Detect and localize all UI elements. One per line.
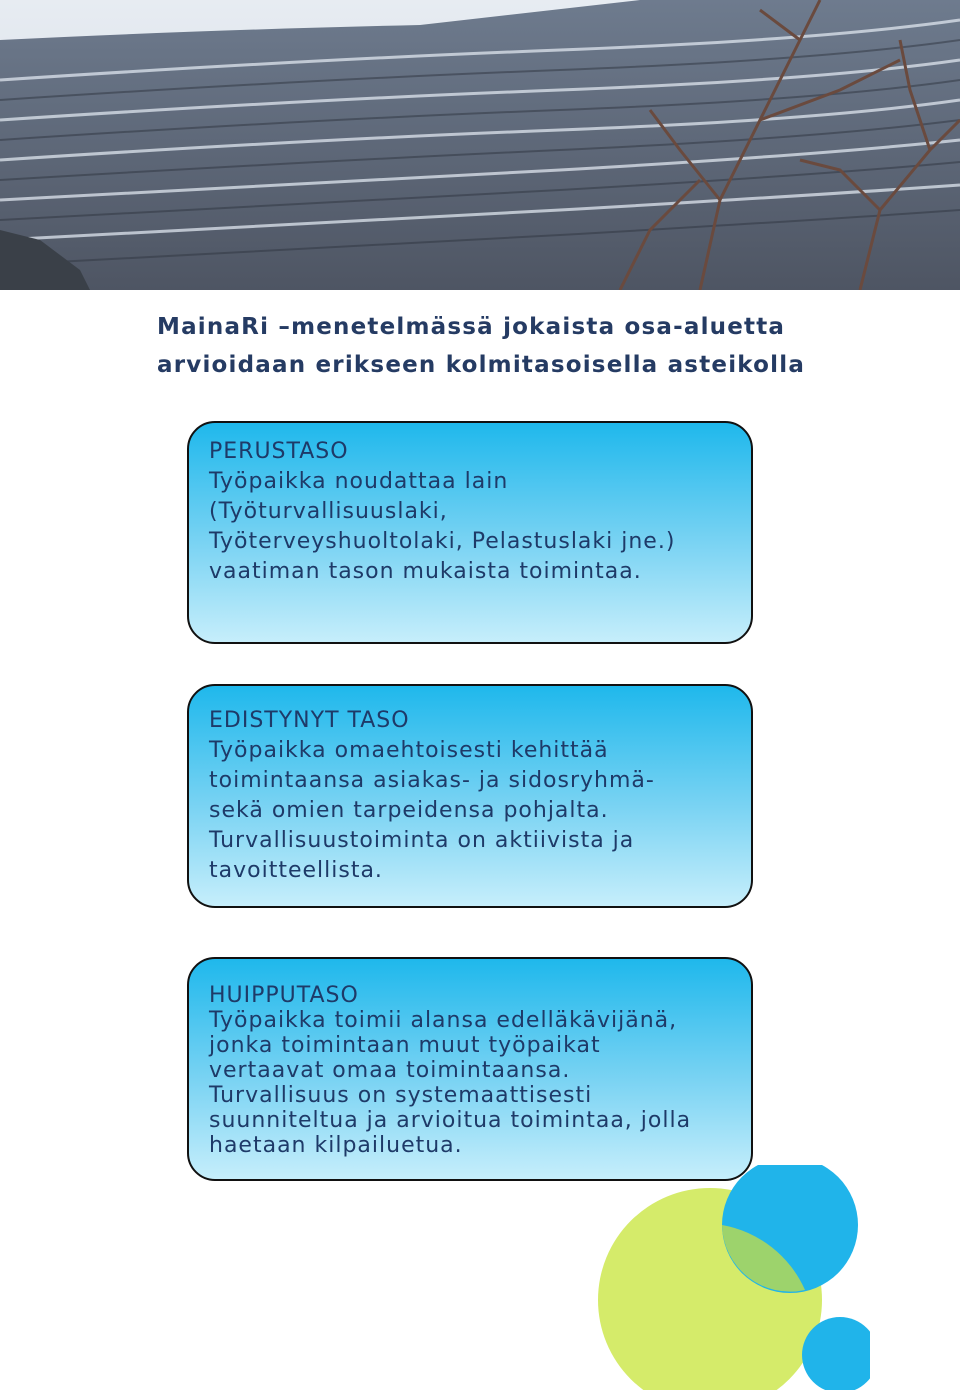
- level-text-line: suunniteltua ja arvioitua toimintaa, jolla: [209, 1108, 692, 1133]
- level-heading: EDISTYNYT TASO: [209, 708, 410, 733]
- page-title: [157, 308, 877, 384]
- title-line-1: MainaRi –menetelmässä jokaista osa-aluetta: [157, 314, 786, 340]
- level-text-line: jonka toimintaan muut työpaikat: [209, 1033, 601, 1058]
- level-text-line: Turvallisuustoiminta on aktiivista ja: [209, 828, 635, 853]
- level-heading: HUIPPUTASO: [209, 983, 359, 1008]
- level-text-line: Työterveyshuoltolaki, Pelastuslaki jne.): [209, 529, 676, 554]
- title-line-2: arvioidaan erikseen kolmitasoisella asteikolla: [157, 352, 806, 378]
- level-text-line: haetaan kilpailuetua.: [209, 1133, 463, 1158]
- level-box-perustaso: [187, 421, 753, 644]
- circles-logo-icon: [590, 1165, 870, 1390]
- level-text-line: sekä omien tarpeidensa pohjalta.: [209, 798, 609, 823]
- level-heading: PERUSTASO: [209, 439, 349, 464]
- level-text-line: Työpaikka noudattaa lain: [209, 469, 509, 494]
- level-text-line: (Työturvallisuuslaki,: [209, 499, 448, 524]
- level-box-edistynyt-taso: [187, 684, 753, 908]
- level-text-line: Työpaikka toimii alansa edelläkävijänä,: [209, 1008, 678, 1033]
- level-text-line: Työpaikka omaehtoisesti kehittää: [209, 738, 609, 763]
- level-text-line: tavoitteellista.: [209, 858, 383, 883]
- open-pit-mine-photo-icon: [0, 0, 960, 290]
- level-text-line: Turvallisuus on systemaattisesti: [209, 1083, 593, 1108]
- level-box-huipputaso: [187, 957, 753, 1181]
- level-text-line: vertaavat omaa toimintaansa.: [209, 1058, 571, 1083]
- level-text-line: toimintaansa asiakas- ja sidosryhmä-: [209, 768, 655, 793]
- header-photo: [0, 0, 960, 290]
- level-text-line: vaatiman tason mukaista toimintaa.: [209, 559, 642, 584]
